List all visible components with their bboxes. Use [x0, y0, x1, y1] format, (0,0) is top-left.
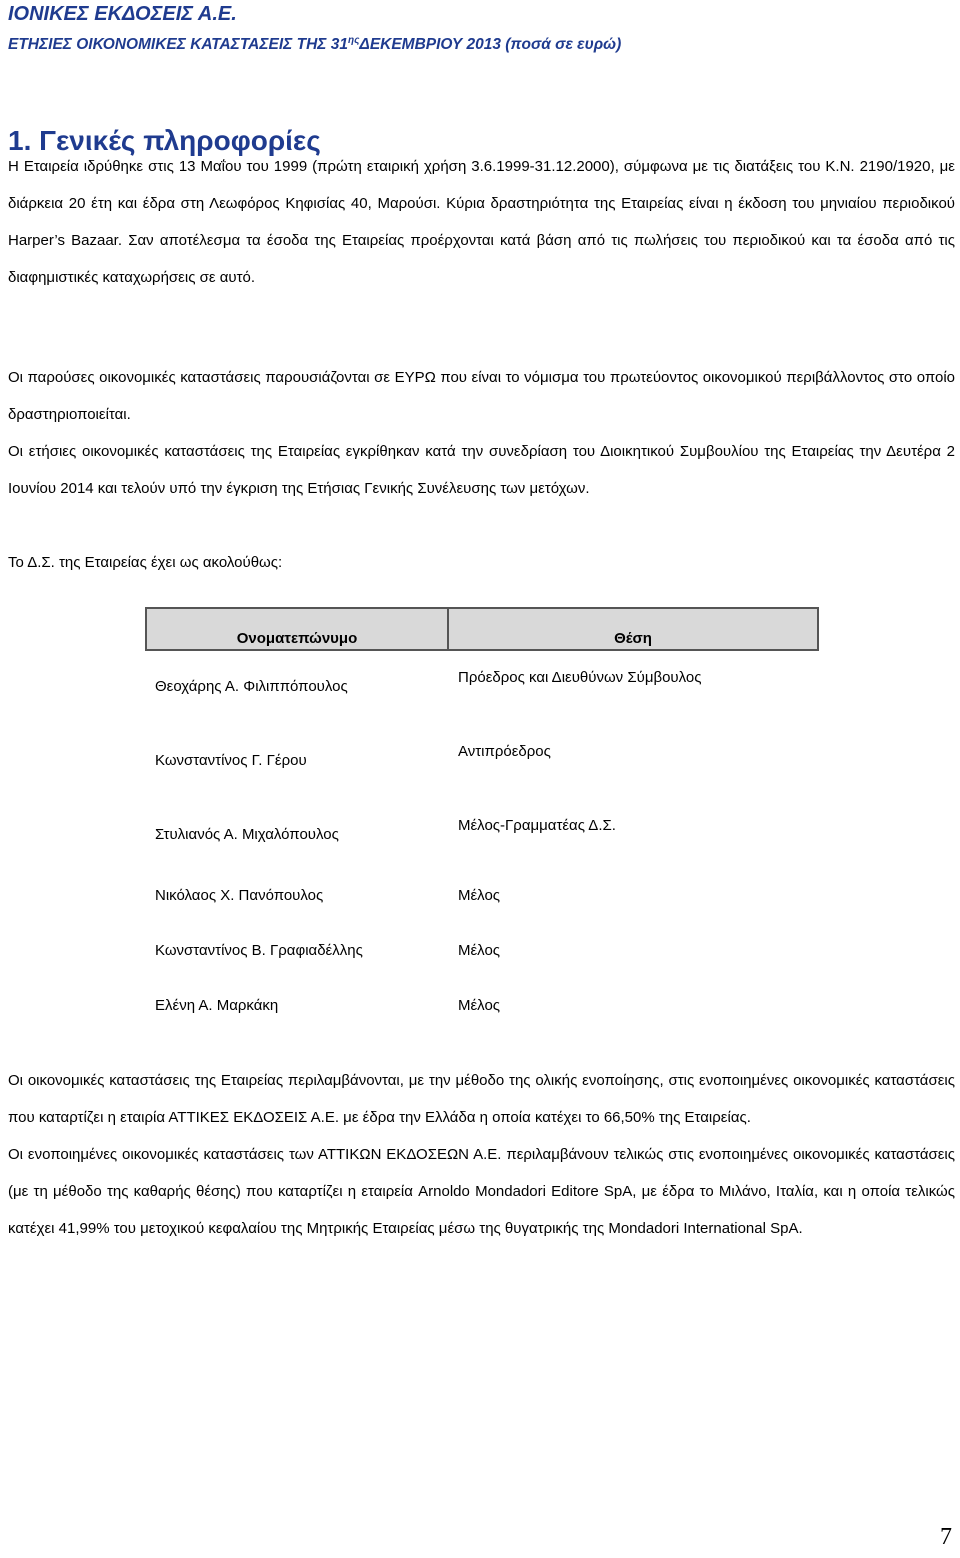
member-name-cell [146, 983, 448, 1038]
table-row [146, 725, 818, 799]
page-number: 7 [940, 1524, 952, 1550]
paragraph-consolidation: Οι οικονομικές καταστάσεις της Εταιρείας περιλαμβάνονται, με την μέθοδο της ολικής ενοποίησης, στις ενοποιημένες οικονομικές καταστάσεις που καταρτίζει η εταιρία ΑΤΤΙΚΕΣ ΕΚΔΟΣΕΙΣ Α.Ε. με έδρα την Ελλάδα η οποία κατέχει το 66,50% της Εταιρείας. [8, 1072, 955, 1126]
member-name: Κωνσταντίνος Β. Γραφιαδέλλης [155, 942, 363, 959]
member-role-cell [448, 650, 818, 725]
member-name: Νικόλαος Χ. Πανόπουλος [155, 887, 324, 904]
member-name: Θεοχάρης Α. Φιλιππόπουλος [155, 678, 348, 695]
subtitle-post: ΔΕΚΕΜΒΡΙΟΥ 2013 (ποσά σε ευρώ) [359, 36, 622, 54]
section-title: 1. Γενικές πληροφορίες [8, 125, 321, 156]
table-row [146, 873, 818, 928]
member-name: Στυλιανός Α. Μιχαλόπουλος [155, 826, 339, 843]
member-role-cell [448, 873, 818, 928]
subtitle-sup: ης [347, 35, 360, 46]
member-role-cell [448, 983, 818, 1038]
paragraph-general-info: Η Εταιρεία ιδρύθηκε στις 13 Μαΐου του 1999 (πρώτη εταιρική χρήση 3.6.1999-31.12.2000), σύμφωνα με τις διατάξεις του Κ.Ν. 2190/1920, με διάρκεια 20 έτη και έδρα στη Λεωφόρος Κηφισίας 40, Μαρούσι. Κύρια δραστηριότητα της Εταιρείας είναι η έκδοση του μηνιαίου περιοδικού Harper’s Bazaar. Σαν αποτέλεσμα τα έσοδα της Εταιρείας προέρχονται κατά βάση από τις πωλήσεις του περιοδικού και τα έσοδα από τις διαφημιστικές καταχωρήσεις σε αυτό. [8, 158, 955, 286]
report-subtitle [8, 35, 621, 54]
member-role: Μέλος [458, 887, 501, 904]
member-name-cell [146, 928, 448, 983]
column-header-role: Θέση [448, 608, 818, 650]
member-name: Κωνσταντίνος Γ. Γέρου [155, 752, 307, 769]
member-role-cell [448, 928, 818, 983]
member-name-cell [146, 725, 448, 799]
member-role: Πρόεδρος και Διευθύνων Σύμβουλος [458, 669, 702, 686]
member-role: Μέλος [458, 942, 501, 959]
table-row [146, 928, 818, 983]
column-header-name: Ονοματεπώνυμο [146, 608, 448, 650]
company-name: ΙΟΝΙΚΕΣ ΕΚΔΟΣΕΙΣ Α.Ε. [8, 3, 237, 25]
paragraph-approval: Οι ετήσιες οικονομικές καταστάσεις της Εταιρείας εγκρίθηκαν κατά την συνεδρίαση του Διοικητικού Συμβουλίου της Εταιρείας την Δευτέρα 2 Ιουνίου 2014 και τελούν υπό την έγκριση της Ετήσιας Γενικής Συνέλευσης των μετόχων. [8, 443, 955, 497]
member-role: Μέλος-Γραμματέας Δ.Σ. [458, 817, 616, 834]
table-header-row [146, 608, 818, 650]
paragraph-group-structure: Οι ενοποιημένες οικονομικές καταστάσεις των ΑΤΤΙΚΩΝ ΕΚΔΟΣΕΩΝ Α.Ε. περιλαμβάνουν τελικώς στις ενοποιημένες οικονομικές καταστάσεις (με τη μέθοδο της καθαρής θέσης) που καταρτίζει η εταιρεία Arnoldo Mondadori Editore SpA, με έδρα το Μιλάνο, Ιταλία, και η οποία τελικώς κατέχει 41,99% του μετοχικού κεφαλαίου της Μητρικής Εταιρείας μέσω της θυγατρικής της Mondadori International SpA. [8, 1146, 955, 1237]
member-role-cell [448, 799, 818, 873]
member-name: Ελένη Α. Μαρκάκη [155, 997, 279, 1014]
member-name-cell [146, 799, 448, 873]
member-role: Αντιπρόεδρος [458, 743, 551, 760]
paragraph-board-intro: Το Δ.Σ. της Εταιρείας έχει ως ακολούθως: [8, 554, 283, 571]
paragraph-currency: Οι παρούσες οικονομικές καταστάσεις παρουσιάζονται σε ΕΥΡΩ που είναι το νόμισμα του πρωτεύοντος οικονομικού περιβάλλοντος στο οποίο δραστηριοποιείται. [8, 369, 955, 423]
subtitle-pre: ΕΤΗΣΙΕΣ ΟΙΚΟΝΟΜΙΚΕΣ ΚΑΤΑΣΤΑΣΕΙΣ ΤΗΣ 31 [8, 36, 348, 54]
member-name-cell [146, 873, 448, 928]
board-table [145, 607, 819, 1038]
member-name-cell [146, 650, 448, 725]
table-row [146, 983, 818, 1038]
member-role-cell [448, 725, 818, 799]
table-row [146, 799, 818, 873]
member-role: Μέλος [458, 997, 501, 1014]
table-row [146, 650, 818, 725]
